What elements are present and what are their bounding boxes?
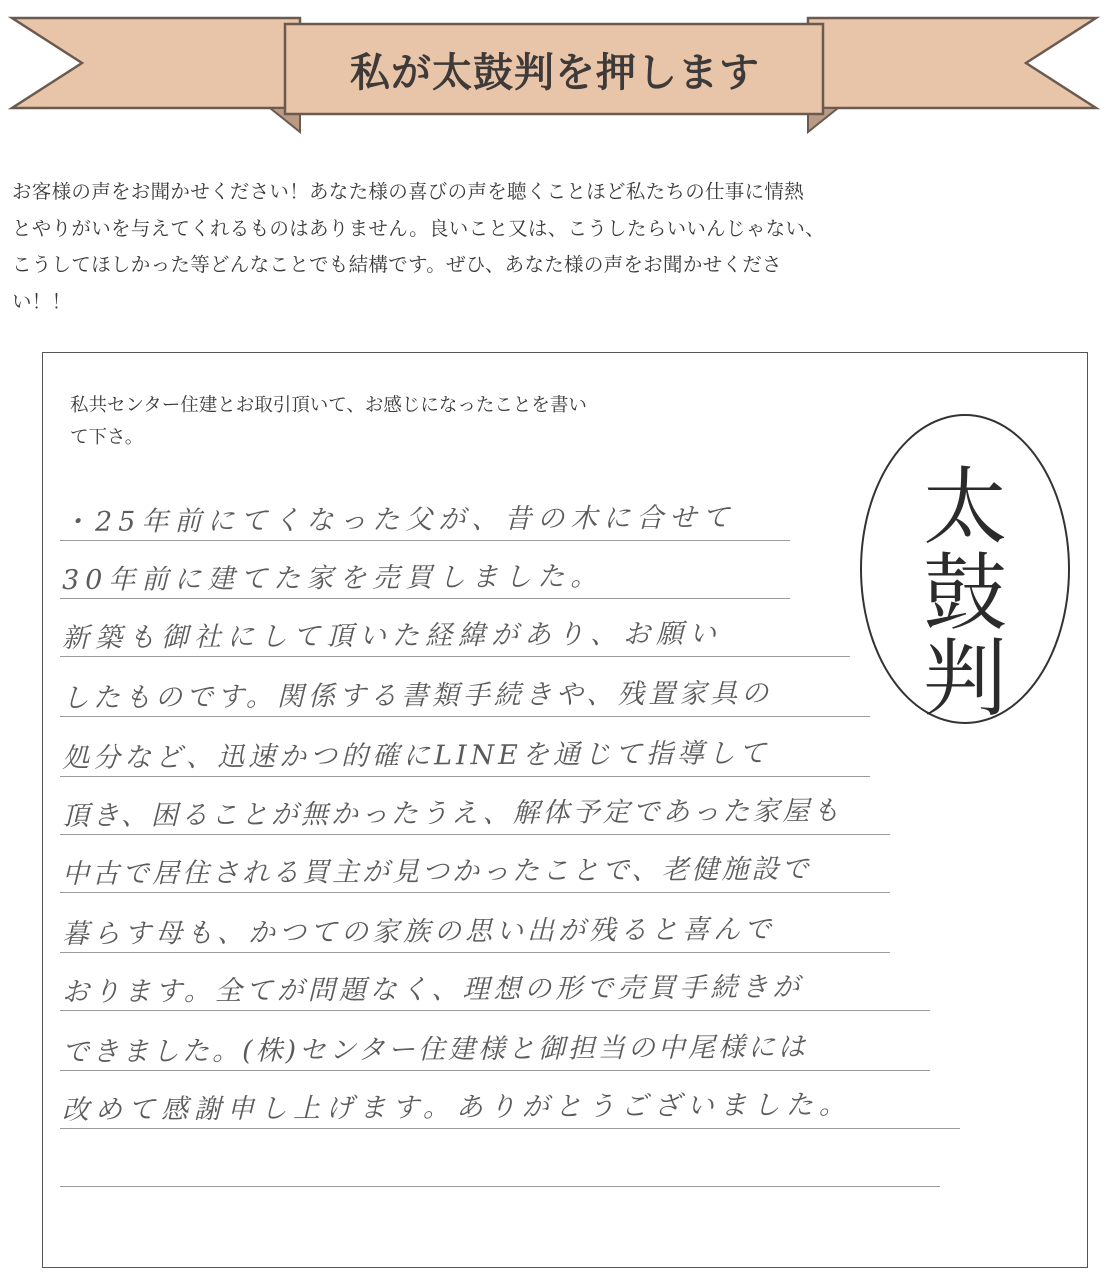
intro-line: とやりがいを与えてくれるものはありません。良いこと又は、こうしたらいいんじゃない、	[12, 216, 825, 240]
intro-line: お客様の声をお聞かせください！あなた様の喜びの声を聴くことほど私たちの仕事に情熱	[12, 180, 805, 203]
card-prompt	[70, 390, 870, 454]
intro-text	[12, 174, 1102, 320]
handwritten-line: 30年前に建てた家を売買しました。	[61, 561, 604, 596]
banner	[0, 0, 1108, 140]
banner-title: 私が太鼓判を押します	[350, 49, 760, 96]
intro-line: こうしてほしかった等どんなことでも結構です。ぜひ、あなた様の声をお聞かせくださ	[12, 253, 782, 276]
banner-ribbon-right-tail	[808, 18, 1096, 108]
handwritten-line: 暮らす母も、かつての家族の思い出が残ると喜んで	[61, 914, 776, 950]
handwritten-line: 改めて感謝申し上げます。ありがとうございました。	[61, 1089, 852, 1126]
banner-ribbon-left-tail	[12, 18, 300, 108]
stamp-char: 太	[922, 458, 1007, 556]
handwritten-line: 新築も御社にして頂いた経緯があり、お願い	[61, 618, 723, 654]
handwritten-line: 処分など、迅速かつ的確にLINEを通じて指導して	[61, 738, 771, 774]
handwritten-line: できました。(株)センター住建様と御担当の中尾様には	[61, 1031, 809, 1068]
handwritten-line: 中古で居住される買主が見つかったことで、老健施設で	[61, 853, 812, 890]
handwritten-line: 頂き、困ることが無かったうえ、解体予定であった家屋も	[61, 795, 843, 832]
intro-line: い！！	[12, 289, 72, 313]
handwritten-line: したものです。関係する書類手続きや、残置家具の	[61, 678, 773, 714]
prompt-line: 私共センター住建とお取引頂いて、お感じになったことを書い	[70, 395, 587, 416]
prompt-line: て下さ。	[70, 427, 144, 448]
stamp-char: 判	[922, 630, 1007, 728]
stamp-char: 鼓	[922, 544, 1007, 642]
handwritten-line: おります。全てが問題なく、理想の形で売買手続きが	[61, 971, 804, 1008]
handwritten-line: ・25年前にてくなった父が、昔の木に合せて	[61, 502, 736, 538]
